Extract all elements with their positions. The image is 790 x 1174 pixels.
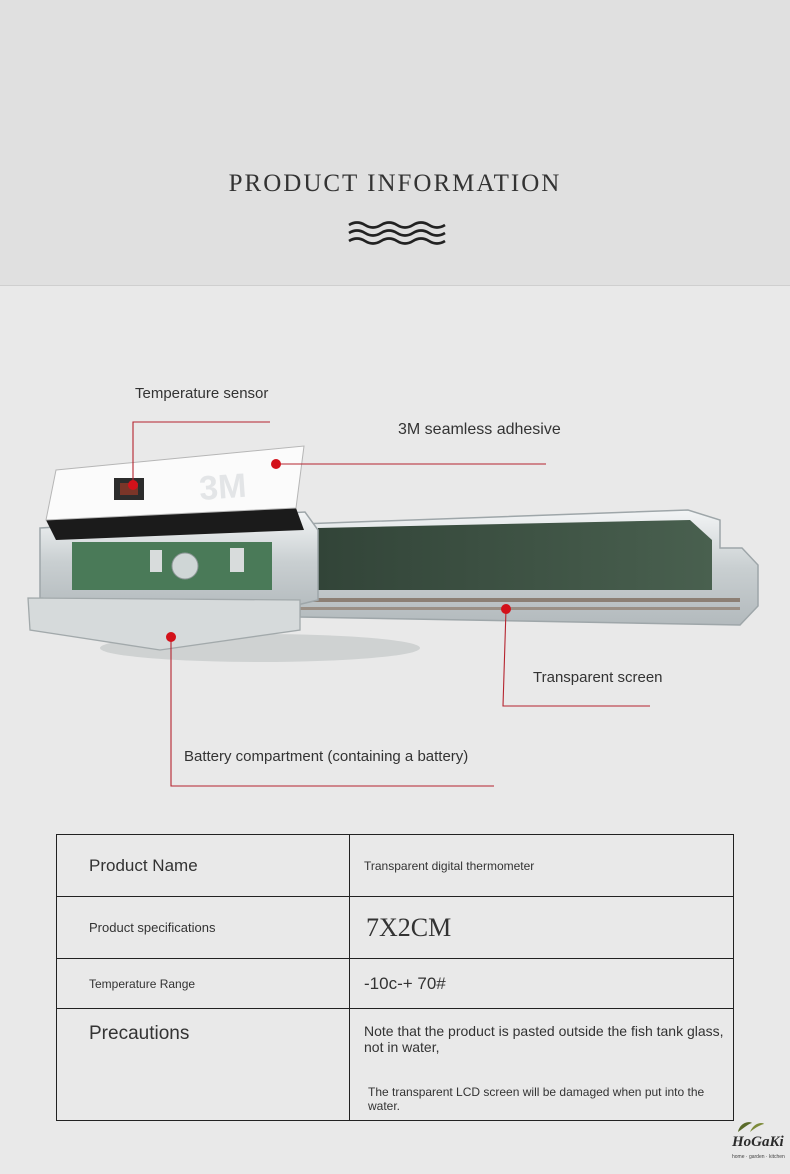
spec-value: Transparent digital thermometer [350, 835, 734, 897]
callout-battery-compartment: Battery compartment (containing a battery) [184, 748, 469, 765]
precaution-line-1: Note that the product is pasted outside the fish tank glass, not in water, [364, 1023, 724, 1055]
svg-text:3M: 3M [197, 466, 248, 508]
spec-label: Product specifications [57, 897, 350, 959]
brand-logo-subtext: home · garden · kitchen [732, 1154, 785, 1160]
spec-value: -10c-+ 70# [350, 959, 734, 1009]
leaf-icon [736, 1120, 766, 1134]
battery-callout-dot [166, 632, 176, 642]
table-row [57, 835, 734, 897]
spec-value: 7X2CM [350, 897, 734, 959]
callout-adhesive: 3M seamless adhesive [398, 421, 561, 438]
wave-divider-icon [347, 220, 451, 246]
table-row [57, 959, 734, 1009]
brand-logo-text: HoGaKi [732, 1134, 784, 1150]
sensor-callout-dot [128, 480, 138, 490]
callout-transparent-screen: Transparent screen [533, 669, 663, 686]
brand-logo [728, 1120, 788, 1168]
header-band [0, 0, 790, 286]
page-title: PRODUCT INFORMATION [228, 170, 562, 197]
adhesive-callout-dot [271, 459, 281, 469]
table-row [57, 897, 734, 959]
product-photo [0, 285, 790, 815]
spec-label: Precautions [57, 1009, 350, 1121]
spec-table [56, 834, 734, 1121]
screen-callout-dot [501, 604, 511, 614]
callout-temperature-sensor: Temperature sensor [135, 385, 269, 402]
spec-label: Temperature Range [57, 959, 350, 1009]
table-row [57, 1009, 734, 1121]
precaution-line-2: The transparent LCD screen will be damaged when put into the water. [368, 1085, 705, 1113]
spec-value [350, 1009, 734, 1121]
spec-label: Product Name [57, 835, 350, 897]
